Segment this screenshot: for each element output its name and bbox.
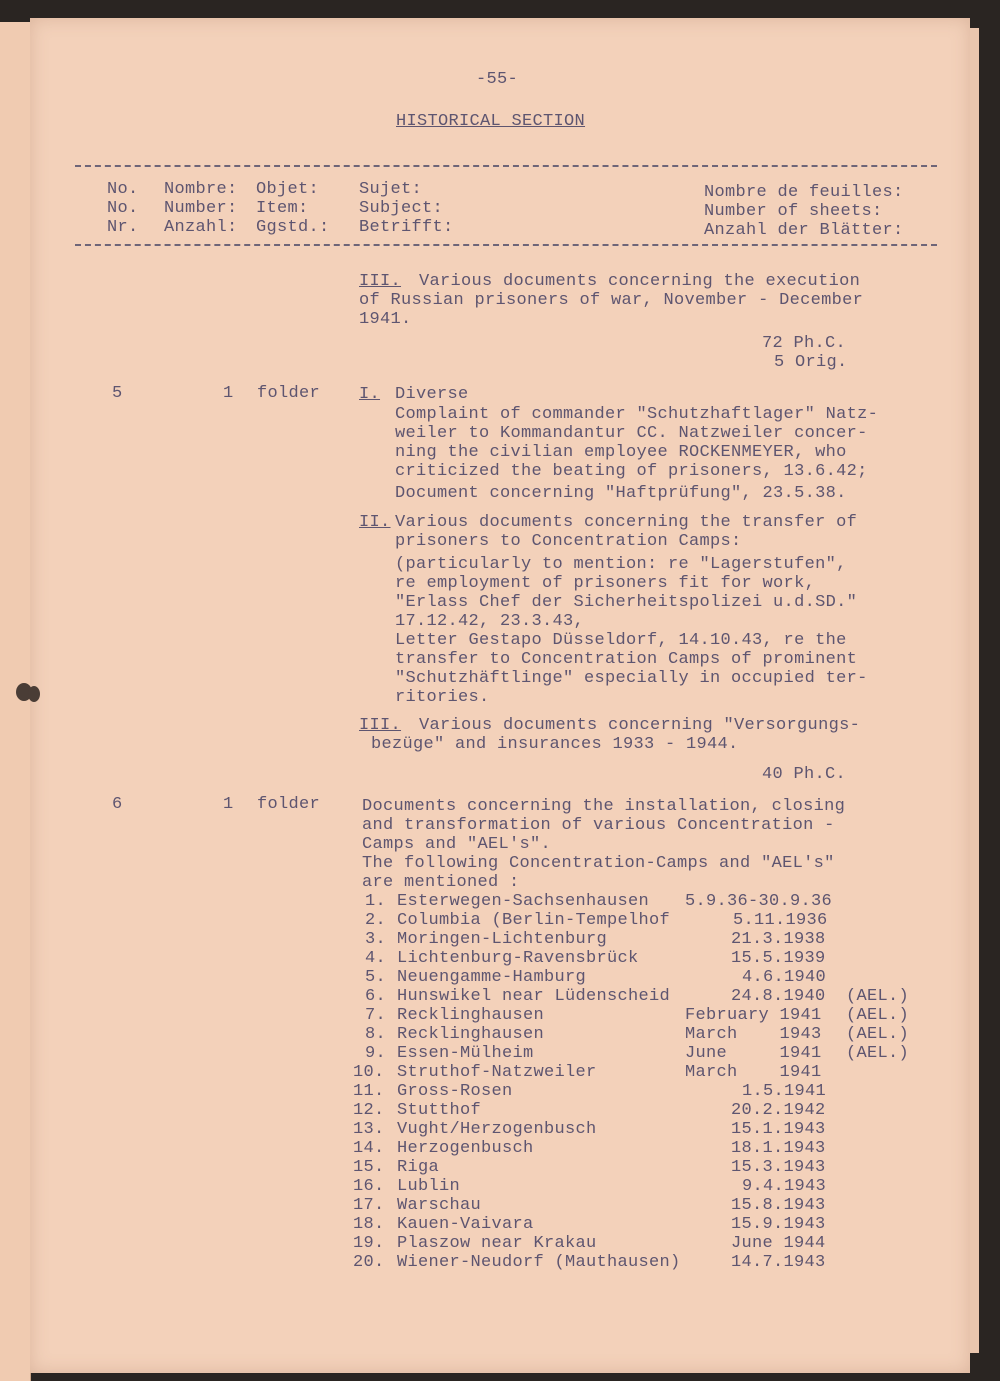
camp-date: 1.5.1941 xyxy=(742,1082,827,1101)
col-no: Nr. xyxy=(107,218,139,237)
sheet-count: 5 Orig. xyxy=(774,353,848,372)
entry-text: Complaint of commander "Schutzhaftlager" Natz- xyxy=(395,405,879,424)
camp-index: 8. xyxy=(365,1025,387,1044)
camp-date: 14.7.1943 xyxy=(731,1253,826,1272)
col-number: Nombre: xyxy=(164,180,238,199)
camp-name: Kauen-Vaivara xyxy=(397,1215,534,1234)
camp-tag: (AEL.) xyxy=(846,987,910,1006)
entry-text: Camps and "AEL's". xyxy=(362,835,552,854)
entry-text: criticized the beating of prisoners, 13.6.42; xyxy=(395,462,868,481)
camp-name: Lichtenburg-Ravensbrück xyxy=(397,949,639,968)
camp-date: 15.8.1943 xyxy=(731,1196,826,1215)
entry-item: folder xyxy=(257,795,321,814)
camp-date: 20.2.1942 xyxy=(731,1101,826,1120)
camp-index: 6. xyxy=(365,987,387,1006)
col-subject: Sujet: xyxy=(359,180,423,199)
camp-index: 2. xyxy=(365,911,387,930)
entry-text: re employment of prisoners fit for work, xyxy=(395,574,816,593)
camp-date: 18.1.1943 xyxy=(731,1139,826,1158)
entry-text: ning the civilian employee ROCKENMEYER, who xyxy=(395,443,847,462)
camp-tag: (AEL.) xyxy=(846,1025,910,1044)
entry-text: 1941. xyxy=(359,310,412,329)
entry-count: 1 xyxy=(223,795,234,814)
camp-index: 14. xyxy=(353,1139,385,1158)
camp-index: 5. xyxy=(365,968,387,987)
camp-date: 24.8.1940 xyxy=(731,987,826,1006)
camp-date: 15.1.1943 xyxy=(731,1120,826,1139)
camp-index: 13. xyxy=(353,1120,385,1139)
camp-name: Hunswikel near Lüdenscheid xyxy=(397,987,671,1006)
entry-text: The following Concentration-Camps and "AEL's" xyxy=(362,854,835,873)
entry-text: transfer to Concentration Camps of prominent xyxy=(395,650,858,669)
entry-text: Document concerning "Haftprüfung", 23.5.38. xyxy=(395,484,847,503)
col-number: Number: xyxy=(164,199,238,218)
entry-text: "Schutzhäftlinge" especially in occupied ter- xyxy=(395,669,868,688)
camp-tag: (AEL.) xyxy=(846,1044,910,1063)
camp-index: 4. xyxy=(365,949,387,968)
entry-text: Diverse xyxy=(395,385,469,404)
camp-name: Moringen-Lichtenburg xyxy=(397,930,608,949)
camp-index: 11. xyxy=(353,1082,385,1101)
section-marker: III. xyxy=(359,716,402,735)
col-item: Ggstd.: xyxy=(256,218,330,237)
camp-name: Essen-Mülheim xyxy=(397,1044,534,1063)
camp-index: 7. xyxy=(365,1006,387,1025)
camp-date: 5.11.1936 xyxy=(733,911,828,930)
camp-index: 3. xyxy=(365,930,387,949)
col-sheets: Number of sheets: xyxy=(704,202,883,221)
camp-index: 10. xyxy=(353,1063,385,1082)
camp-name: Neuengamme-Hamburg xyxy=(397,968,587,987)
camp-name: Vught/Herzogenbusch xyxy=(397,1120,597,1139)
binding-hole xyxy=(28,686,40,702)
entry-text: and transformation of various Concentration - xyxy=(362,816,835,835)
camp-date: 5.9.36-30.9.36 xyxy=(685,892,833,911)
camp-index: 12. xyxy=(353,1101,385,1120)
page-number: -55- xyxy=(476,70,519,89)
camp-date: February 1941 xyxy=(685,1006,822,1025)
col-no: No. xyxy=(107,199,139,218)
entry-count: 1 xyxy=(223,384,234,403)
section-title: HISTORICAL SECTION xyxy=(396,112,586,131)
camp-index: 1. xyxy=(365,892,387,911)
entry-text: ritories. xyxy=(395,688,490,707)
camp-tag: (AEL.) xyxy=(846,1006,910,1025)
camp-name: Plaszow near Krakau xyxy=(397,1234,597,1253)
col-sheets: Nombre de feuilles: xyxy=(704,183,904,202)
camp-name: Columbia (Berlin-Tempelhof xyxy=(397,911,671,930)
camp-date: June 1944 xyxy=(731,1234,826,1253)
entry-text: "Erlass Chef der Sicherheitspolizei u.d.SD." xyxy=(395,593,858,612)
previous-page-edge xyxy=(0,22,31,1381)
entry-text: of Russian prisoners of war, November - December xyxy=(359,291,864,310)
camp-index: 9. xyxy=(365,1044,387,1063)
camp-name: Warschau xyxy=(397,1196,482,1215)
entry-number: 6 xyxy=(112,795,123,814)
sheet-count: 72 Ph.C. xyxy=(762,334,847,353)
col-item: Objet: xyxy=(256,180,320,199)
camp-name: Esterwegen-Sachsenhausen xyxy=(397,892,650,911)
camp-name: Recklinghausen xyxy=(397,1025,545,1044)
camp-date: March 1941 xyxy=(685,1063,822,1082)
camp-date: 15.9.1943 xyxy=(731,1215,826,1234)
camp-name: Wiener-Neudorf (Mauthausen) xyxy=(397,1253,681,1272)
entry-number: 5 xyxy=(112,384,123,403)
section-marker: II. xyxy=(359,513,391,532)
entry-text: weiler to Kommandantur CC. Natzweiler concer- xyxy=(395,424,868,443)
entry-text: Various documents concerning "Versorgungs- xyxy=(419,716,861,735)
camp-name: Stutthof xyxy=(397,1101,482,1120)
camp-name: Gross-Rosen xyxy=(397,1082,513,1101)
entry-text: are mentioned : xyxy=(362,873,520,892)
entry-text: bezüge" and insurances 1933 - 1944. xyxy=(371,735,739,754)
section-marker: III. xyxy=(359,272,402,291)
camp-index: 16. xyxy=(353,1177,385,1196)
camp-index: 19. xyxy=(353,1234,385,1253)
camp-index: 18. xyxy=(353,1215,385,1234)
entry-item: folder xyxy=(257,384,321,403)
header-rule-top xyxy=(75,165,937,167)
entry-text: (particularly to mention: re "Lagerstufen", xyxy=(395,555,847,574)
col-no: No. xyxy=(107,180,139,199)
header-rule-bottom xyxy=(75,244,937,246)
entry-text: Documents concerning the installation, closing xyxy=(362,797,846,816)
entry-text: prisoners to Concentration Camps: xyxy=(395,532,742,551)
camp-date: 15.5.1939 xyxy=(731,949,826,968)
camp-name: Recklinghausen xyxy=(397,1006,545,1025)
entry-text: Letter Gestapo Düsseldorf, 14.10.43, re the xyxy=(395,631,847,650)
camp-date: 15.3.1943 xyxy=(731,1158,826,1177)
col-number: Anzahl: xyxy=(164,218,238,237)
col-sheets: Anzahl der Blätter: xyxy=(704,221,904,240)
camp-index: 17. xyxy=(353,1196,385,1215)
camp-name: Riga xyxy=(397,1158,440,1177)
camp-date: 9.4.1943 xyxy=(742,1177,827,1196)
entry-text: Various documents concerning the execution xyxy=(419,272,861,291)
camp-name: Herzogenbusch xyxy=(397,1139,534,1158)
entry-text: 17.12.42, 23.3.43, xyxy=(395,612,585,631)
col-item: Item: xyxy=(256,199,309,218)
entry-text: Various documents concerning the transfer of xyxy=(395,513,858,532)
col-subject: Betrifft: xyxy=(359,218,454,237)
camp-date: 4.6.1940 xyxy=(742,968,827,987)
camp-index: 20. xyxy=(353,1253,385,1272)
col-subject: Subject: xyxy=(359,199,444,218)
section-marker: I. xyxy=(359,385,381,404)
camp-date: June 1941 xyxy=(685,1044,822,1063)
camp-date: 21.3.1938 xyxy=(731,930,826,949)
sheet-count: 40 Ph.C. xyxy=(762,765,847,784)
camp-name: Struthof-Natzweiler xyxy=(397,1063,597,1082)
camp-date: March 1943 xyxy=(685,1025,822,1044)
camp-name: Lublin xyxy=(397,1177,461,1196)
camp-index: 15. xyxy=(353,1158,385,1177)
